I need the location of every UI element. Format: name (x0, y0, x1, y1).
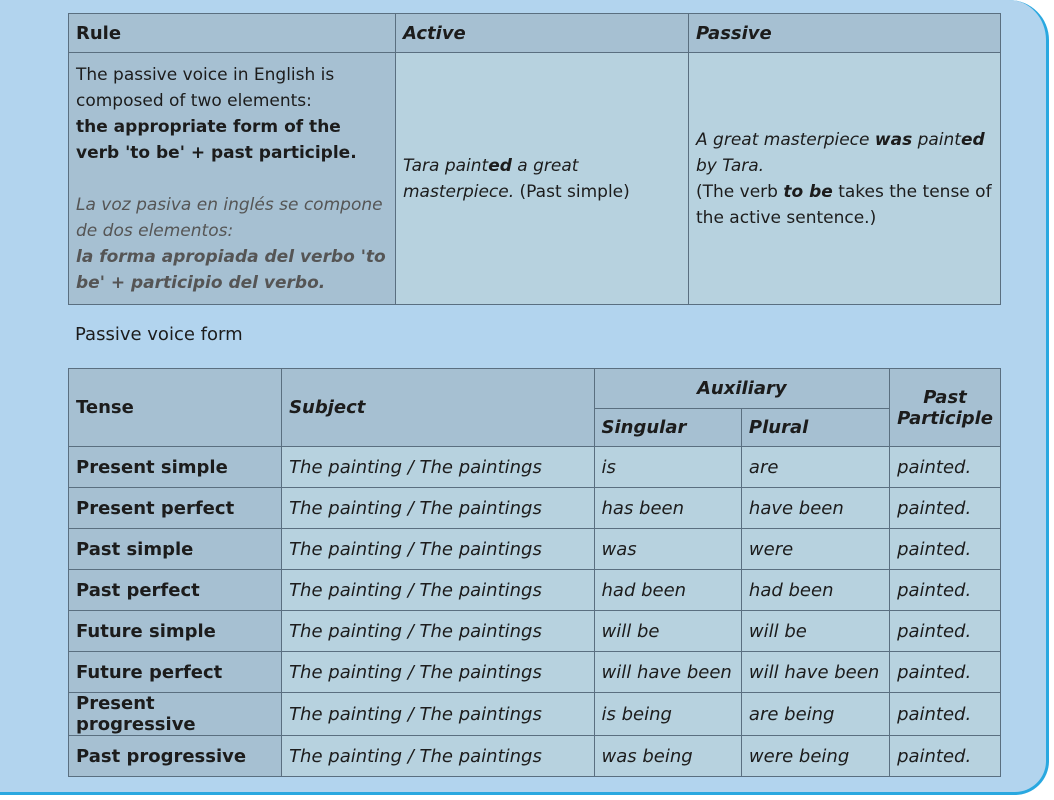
table-row (69, 736, 1001, 777)
rule-header: Rule (69, 14, 396, 53)
rule-cell (69, 53, 396, 305)
table-row (69, 570, 1001, 611)
auxiliary-header: Auxiliary (594, 369, 890, 409)
past-participle-header: Past Participle (890, 369, 1001, 447)
rule-english-text: The passive voice in English is composed of two elements: (76, 64, 335, 111)
participle-cell: painted. (890, 611, 1001, 652)
passive-sentence-part1: A great masterpiece (696, 129, 875, 150)
active-sentence-start: Tara paint (403, 155, 489, 176)
table-row (69, 611, 1001, 652)
singular-header: Singular (594, 409, 741, 447)
tense-cell: Present simple (69, 447, 282, 488)
plural-cell: will be (741, 611, 889, 652)
rule-spanish-bold: la forma apropiada del verbo 'to be' + participio del verbo. (76, 246, 386, 293)
subject-cell: The painting / The paintings (282, 570, 594, 611)
participle-cell: painted. (890, 447, 1001, 488)
passive-table-header-row (69, 369, 1001, 409)
subject-cell: The painting / The paintings (282, 447, 594, 488)
singular-cell: has been (594, 488, 741, 529)
passive-voice-table (68, 368, 1001, 777)
active-cell (396, 53, 689, 305)
participle-cell: painted. (890, 570, 1001, 611)
subject-cell: The painting / The paintings (282, 652, 594, 693)
plural-cell: had been (741, 570, 889, 611)
plural-cell: were being (741, 736, 889, 777)
participle-cell: painted. (890, 529, 1001, 570)
subject-header: Subject (282, 369, 594, 447)
tense-cell: Present perfect (69, 488, 282, 529)
tense-header: Tense (69, 369, 282, 447)
table-row (69, 488, 1001, 529)
participle-cell: painted. (890, 488, 1001, 529)
table-caption: Passive voice form (75, 324, 243, 345)
singular-cell: is being (594, 693, 741, 736)
tense-cell: Past simple (69, 529, 282, 570)
plural-cell: are being (741, 693, 889, 736)
subject-cell: The painting / The paintings (282, 488, 594, 529)
singular-cell: is (594, 447, 741, 488)
subject-cell: The painting / The paintings (282, 611, 594, 652)
passive-header: Passive (689, 14, 1001, 53)
plural-cell: are (741, 447, 889, 488)
table-row (69, 529, 1001, 570)
rule-english-bold: the appropriate form of the verb 'to be' + past participle. (76, 116, 357, 163)
tense-cell: Past perfect (69, 570, 282, 611)
passive-sentence-part2: paint (912, 129, 961, 150)
passive-ending: ed (960, 129, 985, 150)
table-row (69, 447, 1001, 488)
participle-cell: painted. (890, 736, 1001, 777)
rule-table-header-row (69, 14, 1001, 53)
active-header: Active (396, 14, 689, 53)
plural-cell: will have been (741, 652, 889, 693)
table-row (69, 652, 1001, 693)
subject-cell: The painting / The paintings (282, 693, 594, 736)
plural-cell: have been (741, 488, 889, 529)
singular-cell: was (594, 529, 741, 570)
participle-cell: painted. (890, 652, 1001, 693)
passive-cell (689, 53, 1001, 305)
passive-table-body (69, 447, 1001, 777)
rule-spacer (76, 166, 388, 192)
rule-table (68, 13, 1001, 305)
tense-cell: Present progressive (69, 693, 282, 736)
subject-cell: The painting / The paintings (282, 529, 594, 570)
passive-note-to-be: to be (783, 181, 833, 202)
tense-cell: Future perfect (69, 652, 282, 693)
table-row (69, 693, 1001, 736)
active-note: (Past simple) (514, 181, 630, 202)
passive-sentence-part3: by Tara. (696, 155, 765, 176)
singular-cell: had been (594, 570, 741, 611)
tense-cell: Past progressive (69, 736, 282, 777)
subject-cell: The painting / The paintings (282, 736, 594, 777)
passive-was: was (874, 129, 913, 150)
rule-spanish-text: La voz pasiva en inglés se compone de dos elementos: (76, 194, 383, 241)
singular-cell: will have been (594, 652, 741, 693)
passive-note-start: (The verb (696, 181, 784, 202)
tense-cell: Future simple (69, 611, 282, 652)
participle-cell: painted. (890, 693, 1001, 736)
plural-cell: were (741, 529, 889, 570)
plural-header: Plural (741, 409, 889, 447)
singular-cell: was being (594, 736, 741, 777)
passive-note-end: takes the tense of the active sentence.) (696, 181, 992, 228)
active-ending: ed (488, 155, 512, 176)
active-sentence-end: a great masterpiece. (403, 155, 579, 202)
rule-table-body-row (69, 53, 1001, 305)
singular-cell: will be (594, 611, 741, 652)
